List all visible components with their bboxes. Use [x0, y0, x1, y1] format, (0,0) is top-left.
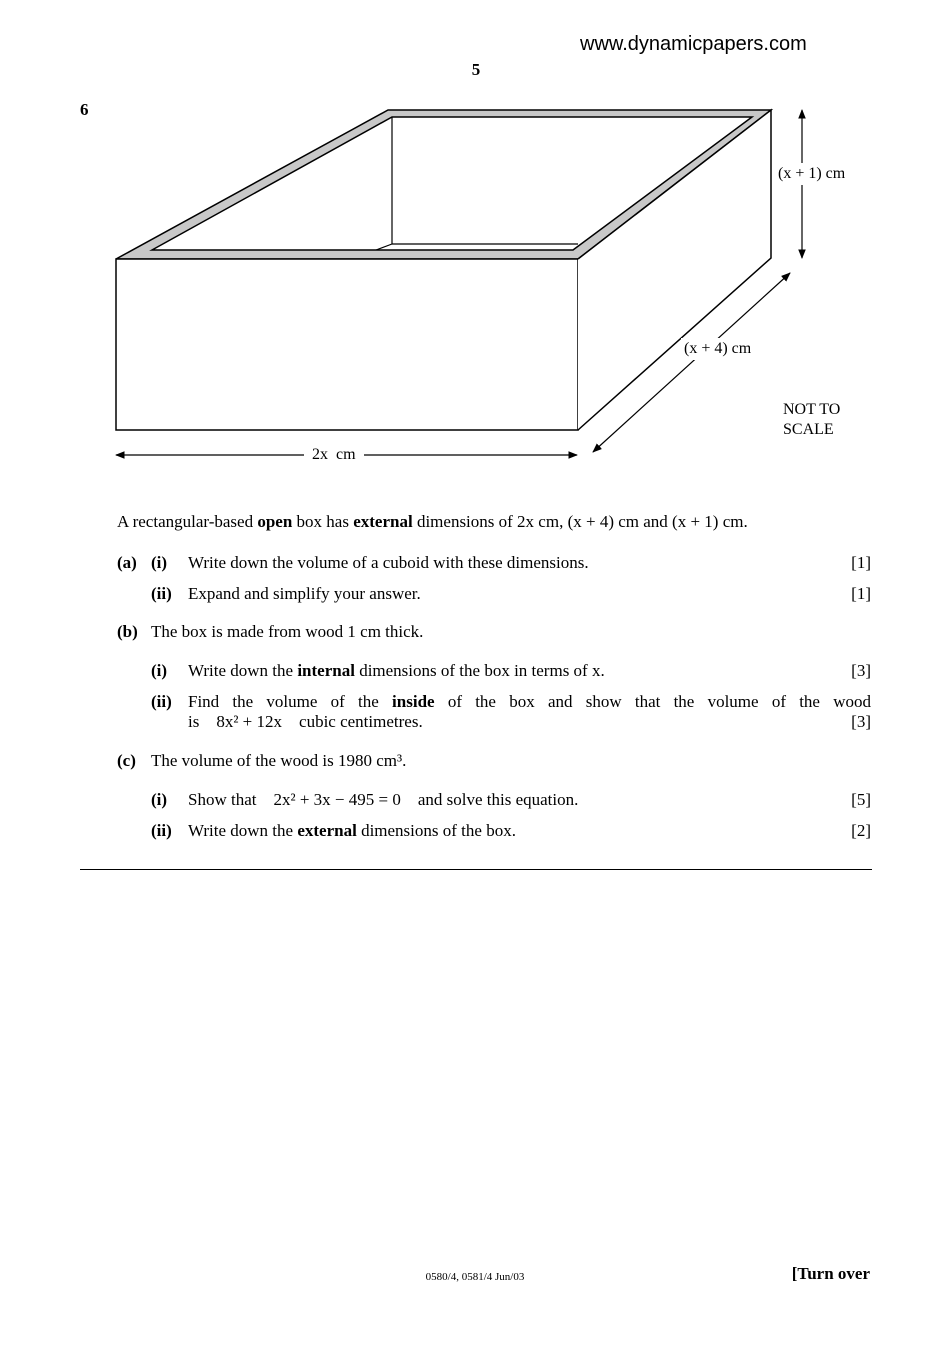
part-a-label: (a): [117, 553, 137, 572]
part-b-ii-line2: is 8x² + 12x cubic centimetres.: [188, 712, 423, 731]
part-c-i-marks: [5]: [851, 790, 871, 809]
section-divider: [80, 869, 872, 870]
page-number: 5: [471, 60, 481, 79]
part-c-ii-marks: [2]: [851, 821, 871, 840]
part-c-i-text: Show that 2x² + 3x − 495 = 0 and solve this equation.: [188, 790, 579, 809]
website-url: www.dynamicpapers.com: [580, 33, 807, 55]
part-a-i-marks: [1]: [851, 553, 871, 572]
part-b-label: (b): [117, 622, 138, 641]
footer-code: 0580/4, 0581/4 Jun/03: [425, 1271, 525, 1283]
not-to-scale-line1: NOT TO: [783, 401, 841, 418]
part-b-i-label: (i): [151, 661, 168, 680]
depth-label: (x + 4) cm: [681, 338, 754, 360]
part-a-i-label: (i): [151, 553, 168, 572]
part-b-i-text: Write down the internal dimensions of the box in terms of x.: [188, 661, 605, 680]
not-to-scale-line2: SCALE: [783, 421, 834, 438]
part-b-ii-marks: [3]: [851, 712, 871, 731]
part-c-ii-text: Write down the external dimensions of the box.: [188, 821, 516, 840]
part-b-ii-text: Find the volume of the inside of the box and show that the volume of the wood: [188, 692, 871, 711]
box-front-face: [116, 259, 578, 430]
part-a-ii-label: (ii): [151, 584, 172, 603]
question-intro: A rectangular-based open box has external dimensions of 2x cm, (x + 4) cm and (x + 1) cm.: [117, 512, 748, 531]
part-b-ii-label: (ii): [151, 692, 172, 711]
box-side-face: [578, 110, 771, 430]
part-a-i-text: Write down the volume of a cuboid with these dimensions.: [188, 553, 589, 572]
part-a-ii-text: Expand and simplify your answer.: [188, 584, 421, 603]
part-b-i-marks: [3]: [851, 661, 871, 680]
height-label: (x + 1) cm: [774, 163, 849, 185]
question-number: 6: [80, 100, 89, 119]
part-b-intro: The box is made from wood 1 cm thick.: [151, 622, 424, 641]
part-c-intro: The volume of the wood is 1980 cm³.: [151, 751, 407, 770]
width-label: 2x cm: [304, 445, 364, 465]
part-c-i-label: (i): [151, 790, 168, 809]
inner-edge: [376, 244, 392, 250]
part-c-ii-label: (ii): [151, 821, 172, 840]
part-a-ii-marks: [1]: [851, 584, 871, 603]
part-c-label: (c): [117, 751, 136, 770]
turn-over: [Turn over: [791, 1264, 870, 1283]
